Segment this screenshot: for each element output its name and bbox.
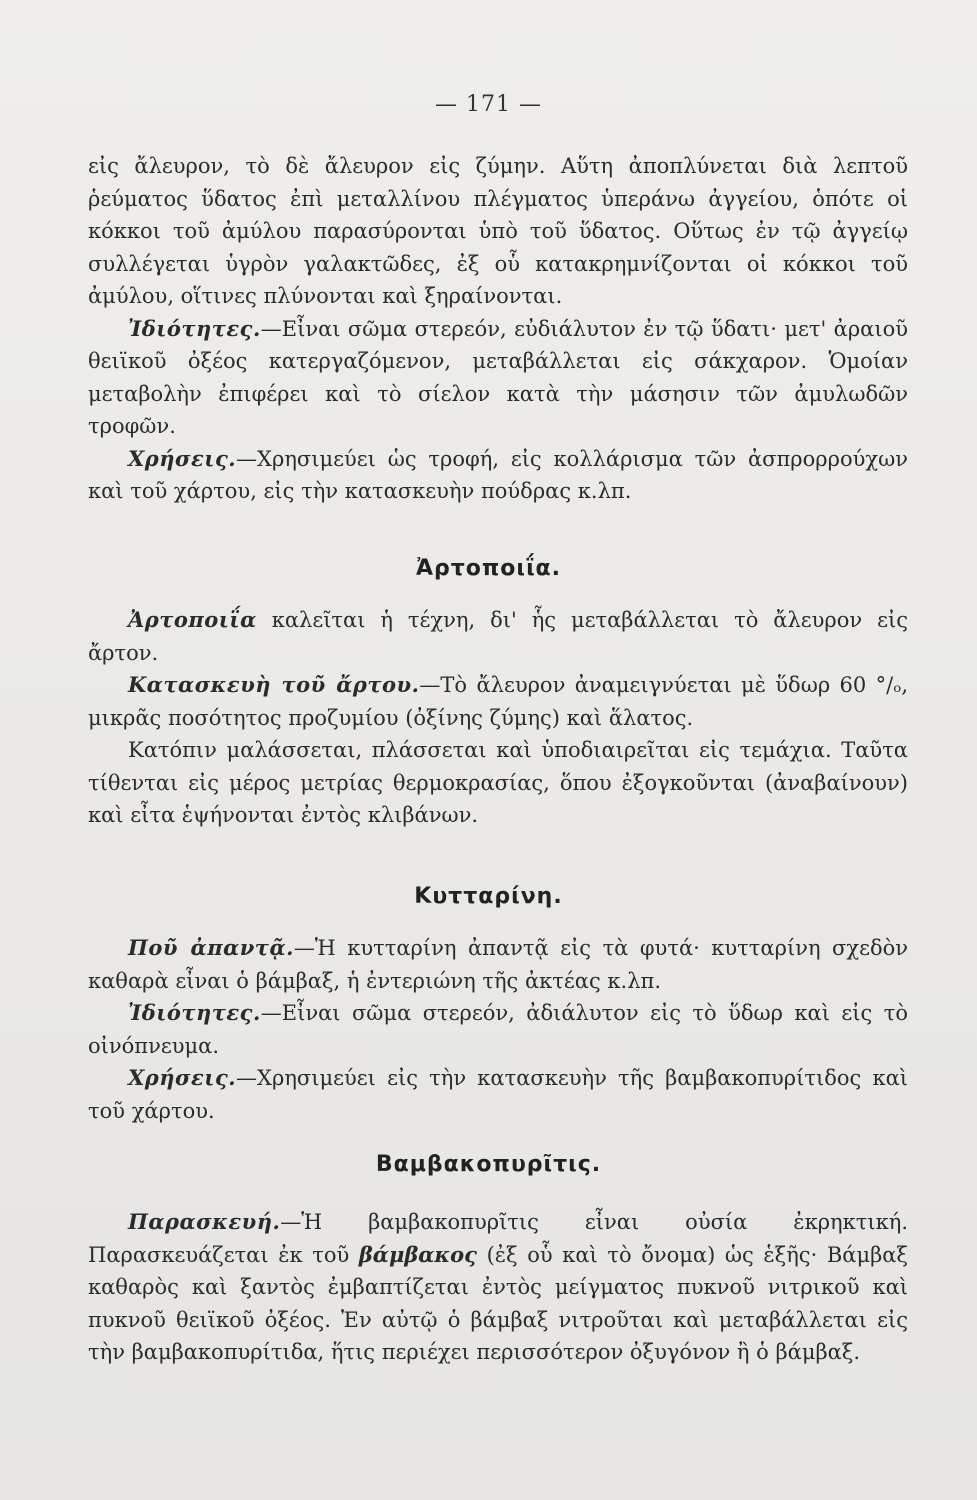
starch-continuation: [88, 150, 908, 508]
lead-term: Ἰδιότητες.: [128, 1000, 261, 1025]
lead-term: Ἰδιότητες.: [128, 315, 261, 341]
paragraph-text: —Χρησιμεύει εἰς τὴν κατασκευὴν τῆς βαμβακοπυρίτιδος καὶ τοῦ χάρτου.: [88, 1066, 908, 1123]
paragraph-text: (ἐξ οὗ καὶ τὸ ὄνομα) ὡς ἑξῆς· Βάμβαξ καθαρὸς καὶ ξαντὸς ἐμβαπτίζεται ἐντὸς μείγματος πυκνοῦ νιτρικοῦ καὶ πυκνοῦ θειϊκοῦ ὀξέος. Ἐν αὐτῷ ὁ βάμβαξ νιτροῦται καὶ μεταβάλλεται εἰς τὴν βαμβακοπυρίτιδα, ἥτις περιέχει περισσότερον ὀξυγόνον ἢ ὁ βάμβαξ.: [88, 1242, 908, 1364]
lead-term: Χρήσεις.: [128, 1065, 237, 1090]
bread-making-section: [88, 604, 908, 832]
lead-term: Κατασκευὴ τοῦ ἄρτου.: [128, 672, 420, 697]
paragraph-preparation: [88, 1206, 908, 1369]
paragraph-process: Κατόπιν μαλάσσεται, πλάσσεται καὶ ὑποδιαιρεῖται εἰς τεμάχια. Ταῦτα τίθενται εἰς μέρος μετρίας θερμοκρασίας, ὅπου ἐξογκοῦνται (ἀναβαίνουν) καὶ εἶτα ἑψήνονται ἐντὸς κλιβάνων.: [88, 738, 908, 827]
bold-term: βάμβακος: [358, 1241, 477, 1267]
paragraph-definition: [88, 604, 908, 669]
section-title-guncotton: Βαμβακοπυρῖτις.: [375, 1152, 602, 1177]
paragraph-properties: [88, 313, 908, 443]
paragraph-properties: [88, 997, 908, 1062]
cellulose-section: [88, 932, 908, 1127]
paragraph-text: —Εἶναι σῶμα στερεόν, εὐδιάλυτον ἐν τῷ ὕδατι· μετ' ἀραιοῦ θειϊκοῦ ὀξέος κατεργαζόμενον, μεταβάλλεται εἰς σάκχαρον. Ὁμοίαν μεταβολὴν ἐπιφέρει καὶ τὸ σίελον κατὰ τὴν μάσησιν τῶν ἀμυλωδῶν τροφῶν.: [88, 316, 908, 438]
paragraph-preparation: [88, 669, 908, 734]
paragraph-text: —Χρησιμεύει ὡς τροφή, εἰς κολλάρισμα τῶν ἀσπρορρούχων καὶ τοῦ χάρτου, εἰς τὴν κατασκευὴν πούδρας κ.λπ.: [88, 446, 908, 503]
guncotton-section: [88, 1206, 908, 1369]
lead-term: Χρήσεις.: [128, 445, 237, 471]
paragraph-text: —Τὸ ἄλευρον ἀναμειγνύεται μὲ ὕδωρ 60 °/ₒ, μικρᾶς ποσότητος προζυμίου (ὀξίνης ζύμης) καὶ ἅλατος.: [88, 673, 908, 730]
paragraph-uses: [88, 1062, 908, 1127]
paragraph: εἰς ἄλευρον, τὸ δὲ ἄλευρον εἰς ζύμην. Αὕτη ἀποπλύνεται διὰ λεπτοῦ ῥεύματος ὕδατος ἐπὶ μεταλλίνου πλέγματος ὑπεράνω ἀγγείου, ὁπότε οἱ κόκκοι τοῦ ἀμύλου παρασύρονται ὑπὸ τοῦ ὕδατος. Οὕτως ἐν τῷ ἀγγείῳ συλλέγεται ὑγρὸν γαλακτῶδες, ἐξ οὗ κατακρημνίζονται οἱ κόκκοι τοῦ ἀμύλου, οἵτινες πλύνονται καὶ ξηραίνονται.: [88, 154, 908, 308]
lead-term: Παρασκευή.: [128, 1209, 281, 1234]
paragraph-occurrence: [88, 932, 908, 997]
lead-term: Ἀρτοποιΐα: [128, 607, 257, 632]
paragraph-text: καλεῖται ἡ τέχνη, δι' ἧς μεταβάλλεται τὸ ἄλευρον εἰς ἄρτον.: [88, 608, 908, 665]
paragraph-text: —Ἡ κυτταρίνη ἀπαντᾷ εἰς τὰ φυτά· κυτταρίνη σχεδὸν καθαρὰ εἶναι ὁ βάμβαξ, ἡ ἐντεριώνη τῆς ἀκτέας κ.λπ.: [88, 936, 909, 993]
paragraph-text: —Ἡ βαμβακοπυρῖτις εἶναι οὐσία ἐκρηκτική. Παρασκευάζεται ἐκ τοῦ: [88, 1210, 908, 1267]
paragraph-text: —Εἶναι σῶμα στερεόν, ἀδιάλυτον εἰς τὸ ὕδωρ καὶ εἰς τὸ οἰνόπνευμα.: [88, 1001, 908, 1058]
lead-term: Ποῦ ἀπαντᾷ.: [128, 935, 294, 960]
paragraph-uses: [88, 443, 908, 508]
section-title-bread-making: Ἀρτοποιΐα.: [415, 556, 562, 581]
section-title-cellulose: Κυτταρίνη.: [414, 884, 563, 909]
page-number: — 171 —: [435, 92, 542, 117]
